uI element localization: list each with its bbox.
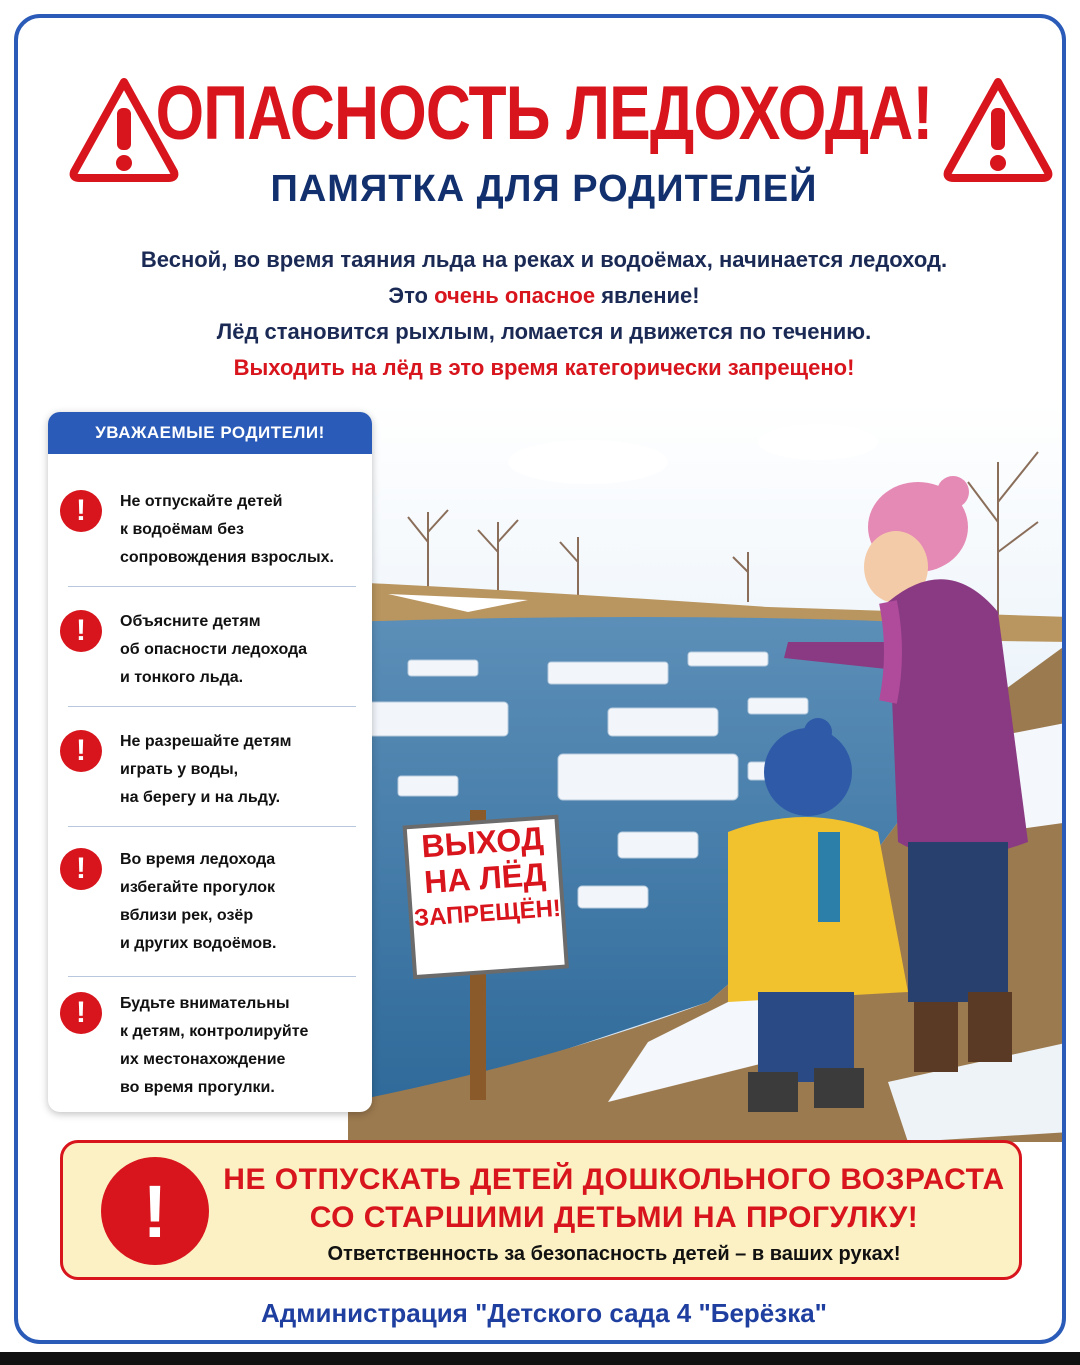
item-line: Не отпускайте детей	[120, 493, 283, 510]
item-line: на берегу и на льду.	[120, 789, 281, 806]
item-line: вблизи рек, озёр	[120, 907, 254, 924]
panel-header: УВАЖАЕМЫЕ РОДИТЕЛИ!	[48, 412, 372, 454]
page-subtitle: ПАМЯТКА ДЛЯ РОДИТЕЛЕЙ	[270, 168, 818, 210]
item-line: сопровождения взрослых.	[120, 549, 334, 566]
sign-text	[406, 819, 563, 937]
item-text	[120, 846, 366, 958]
list-item	[48, 984, 372, 1112]
exclamation-icon: !	[60, 490, 102, 532]
intro-line	[38, 278, 1050, 314]
item-line: к детям, контролируйте	[120, 1023, 309, 1040]
parents-panel	[48, 412, 372, 1112]
banner-note: Ответственность за безопасность детей – в ваших руках!	[327, 1243, 901, 1265]
sign-line: НА ЛЁД	[423, 855, 547, 901]
divider	[68, 976, 356, 977]
intro-warning-line: Выходить на лёд в это время категорически запрещено!	[233, 355, 855, 380]
exclamation-icon: !	[60, 610, 102, 652]
item-line: Объясните детям	[120, 613, 261, 630]
intro-highlight: очень опасное	[434, 283, 596, 308]
list-item	[48, 602, 372, 722]
divider	[68, 586, 356, 587]
intro-text-fragment: явление!	[595, 283, 700, 308]
item-text	[120, 728, 366, 812]
intro-text	[38, 242, 1050, 386]
item-line: об опасности ледохода	[120, 641, 308, 658]
poster	[14, 14, 1066, 1344]
divider	[68, 826, 356, 827]
page-title: ОПАСНОСТЬ ЛЕДОХОДА!	[155, 71, 933, 156]
sign-line: ВЫХОД	[420, 819, 545, 865]
exclamation-icon: !	[60, 992, 102, 1034]
item-text	[120, 608, 366, 692]
item-line: к водоёмам без	[120, 521, 245, 538]
list-item	[48, 482, 372, 602]
item-line: играть у воды,	[120, 761, 239, 778]
item-line: и других водоёмов.	[120, 935, 277, 952]
river-illustration	[348, 402, 1066, 1142]
banner-line: СО СТАРШИМИ ДЕТЬМИ НА ПРОГУЛКУ!	[309, 1201, 919, 1234]
exclamation-icon: !	[60, 730, 102, 772]
sign-line: ЗАПРЕЩЁН!	[413, 894, 562, 933]
exclamation-icon: !	[101, 1157, 209, 1265]
footer-text: Администрация "Детского сада 4 "Берёзка"	[260, 1298, 827, 1328]
bottom-bar	[0, 1352, 1080, 1365]
intro-text-fragment: Это	[388, 283, 435, 308]
item-text	[120, 488, 366, 572]
item-line: Будьте внимательны	[120, 995, 290, 1012]
divider	[68, 706, 356, 707]
item-line: Во время ледохода	[120, 851, 276, 868]
list-item	[48, 722, 372, 842]
item-text	[120, 990, 366, 1102]
item-line: Не разрешайте детям	[120, 733, 292, 750]
item-line: и тонкого льда.	[120, 669, 244, 686]
banner-line: НЕ ОТПУСКАТЬ ДЕТЕЙ ДОШКОЛЬНОГО ВОЗРАСТА	[223, 1163, 1005, 1196]
item-line: избегайте прогулок	[120, 879, 276, 896]
intro-line: Весной, во время таяния льда на реках и водоёмах, начинается ледоход.	[140, 247, 948, 272]
item-line: их местонахождение	[120, 1051, 286, 1068]
item-line: во время прогулки.	[120, 1079, 275, 1096]
exclamation-icon: !	[60, 848, 102, 890]
warning-banner	[60, 1140, 1022, 1280]
list-item	[48, 840, 372, 980]
intro-line: Лёд становится рыхлым, ломается и движется по течению.	[216, 319, 872, 344]
